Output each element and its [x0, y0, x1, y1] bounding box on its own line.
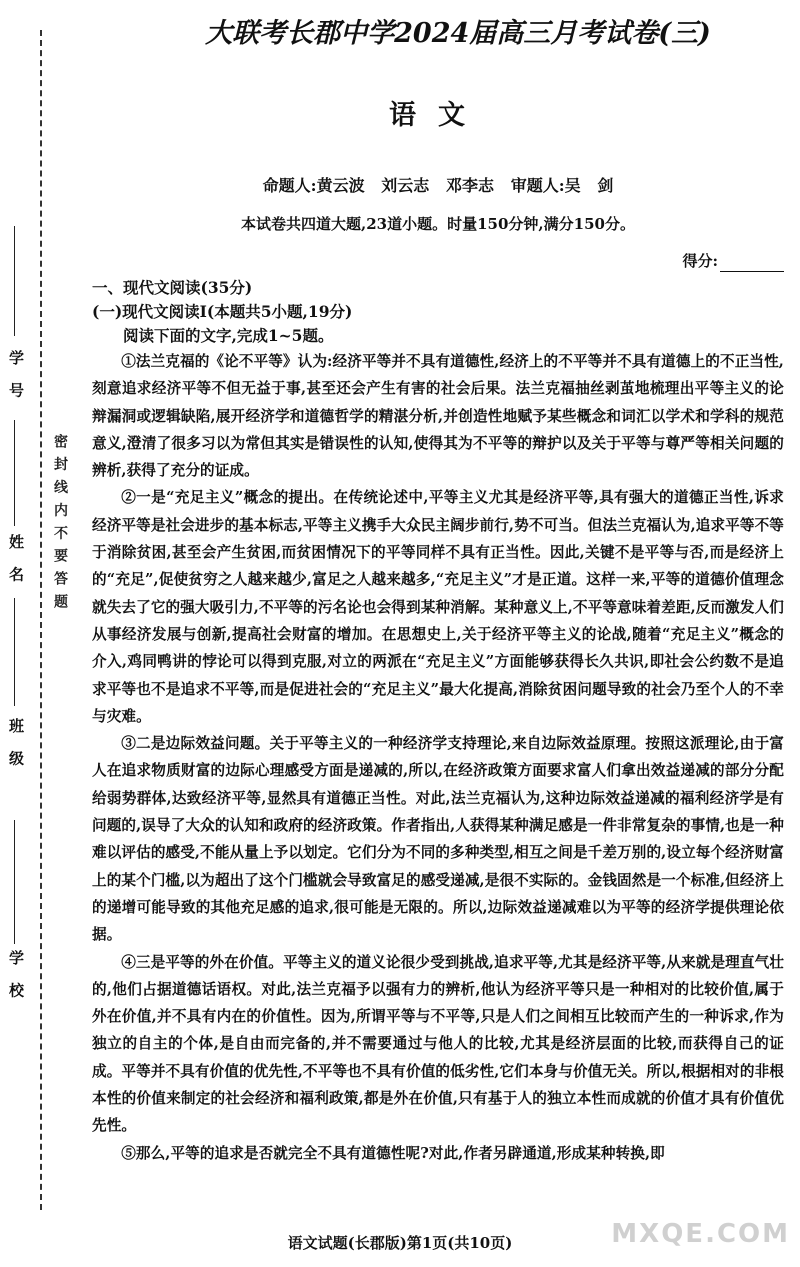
- paragraph-1: ①法兰克福的《论不平等》认为:经济平等并不具有道德性,经济上的不平等并不具有道德上的不正当性,刻意追求经济平等不但无益于事,甚至还会产生有害的社会后果。法兰克福抽丝剥茧地梳理出平等主义的论辩漏洞或逻辑缺陷,展开经济学和道德哲学的精湛分析,并创造性地赋予某些概念和词汇以学术和学科的规范意义,澄清了很多习以为常但其实是错误性的认知,使得其为不平等的辩护以及关于平等与尊严等相关问题的辨析,获得了充分的证成。: [92, 353, 784, 480]
- class-label: 班 级: [7, 718, 25, 772]
- page-footer: 语文试题(长郡版)第1页(共10页): [287, 1234, 513, 1252]
- reading-instruction: 阅读下面的文字,完成1~5题。: [123, 326, 334, 345]
- binding-margin: [0, 0, 82, 1267]
- paragraph-4: ④三是平等的外在价值。平等主义的道义论很少受到挑战,追求平等,尤其是经济平等,从来就是理直气壮的,他们占据道德话语权。对此,法兰克福予以强有力的辨析,他认为经济平等只是一种相对的比较价值,属于外在价值,并不具有内在的价值性。因为,所谓平等与不平等,只是人们之间相互比较而产生的一种诉求,作为独立的自主的个体,是自由而完备的,并不需要通过与他人的比较,尤其是经济层面的比较,而获得自己的证成。平等并不具有价值的优先性,不平等也不具有价值的低劣性,它们本身与价值无关。所以,根据相对的非根本性的价值来制定的社会经济和福利政策,都是外在价值,只有基于人的独立本性而成就的价值才具有价值优先性。: [92, 953, 784, 1135]
- authors-line: 命题人:黄云波 刘云志 邓李志 审题人:吴 剑: [262, 176, 614, 195]
- section-subtitle: (一)现代文阅读Ⅰ(本题共5小题,19分): [92, 302, 353, 321]
- school-label: 学 校: [7, 950, 25, 1004]
- subject-title: 语文: [389, 100, 487, 131]
- watermark-logo: MXQE.COM: [611, 1219, 790, 1249]
- paragraph-5: ⑤那么,平等的追求是否就完全不具有道德性呢?对此,作者另辟通道,形成某种转换,即: [121, 1144, 665, 1162]
- school-line: [14, 820, 15, 944]
- student-id-line: [14, 226, 15, 336]
- exam-title: 大联考长郡中学2024届高三月考试卷(三): [205, 18, 711, 49]
- score-label: 得分:: [682, 252, 718, 270]
- exam-page: [92, 14, 784, 1167]
- score-box: [92, 250, 784, 272]
- paragraph-3: ③二是边际效益问题。关于平等主义的一种经济学支持理论,来自边际效益原理。按照这派理论,由于富人在追求物质财富的边际心理感受方面是递减的,所以,在经济政策方面要求富人们拿出效益递减的部分分配给弱势群体,达致经济平等,显然具有道德正当性。对此,法兰克福认为,这种边际效益递减的福利经济学是有问题的,误导了大众的认知和政府的经济政策。作者指出,人获得某种满足感是一件非常复杂的事情,也是一种难以评估的感受,不能从量上予以划定。它们分为不同的多种类型,相互之间是千差万别的,设立每个经济财富上的某个门槛,以为超出了这个门槛就会导致富足的感受递减,是很不实际的。金钱固然是一个标准,但经济上的递增可能导致的其他充足感的追求,很可能是无限的。所以,边际效益递减难以为平等的经济学提供理论依据。: [92, 735, 784, 944]
- score-blank[interactable]: [720, 253, 784, 272]
- exam-info: 本试卷共四道大题,23道小题。时量150分钟,满分150分。: [241, 215, 635, 233]
- name-label: 姓 名: [7, 534, 25, 588]
- name-line: [14, 420, 15, 526]
- section-title: 一、现代文阅读(35分): [92, 278, 253, 297]
- seal-warning-text: 密 封 线 内 不 要 答 题: [50, 430, 70, 614]
- paragraph-2: ②一是“充足主义”概念的提出。在传统论述中,平等主义尤其是经济平等,具有强大的道德正当性,诉求经济平等是社会进步的基本标志,平等主义携手大众民主阔步前行,势不可当。但法兰克福认为,追求平等不等于消除贫困,甚至会产生贫困,而贫困情况下的平等同样不具有正当性。因此,关键不是平等与否,而是经济上的“充足”,促使贫穷之人越来越少,富足之人越来越多,“充足主义”才是正道。这样一来,平等的道德价值理念就失去了它的强大吸引力,不平等的污名论也会得到某种消解。某种意义上,不平等意味着差距,反而激发人们从事经济发展与创新,提高社会财富的增加。在思想史上,关于经济平等主义的论战,随着“充足主义”概念的介入,鸡同鸭讲的悖论可以得到克服,对立的两派在“充足主义”方面能够获得长久共识,即社会公约数不是追求平等也不是追求不平等,而是促进社会的“充足主义”最大化提高,消除贫困问题导致的社会乃至个人的不幸与灾难。: [92, 489, 784, 725]
- seal-dashed-line: [40, 30, 42, 1210]
- student-id-label: 学 号: [7, 350, 25, 404]
- class-line: [14, 598, 15, 706]
